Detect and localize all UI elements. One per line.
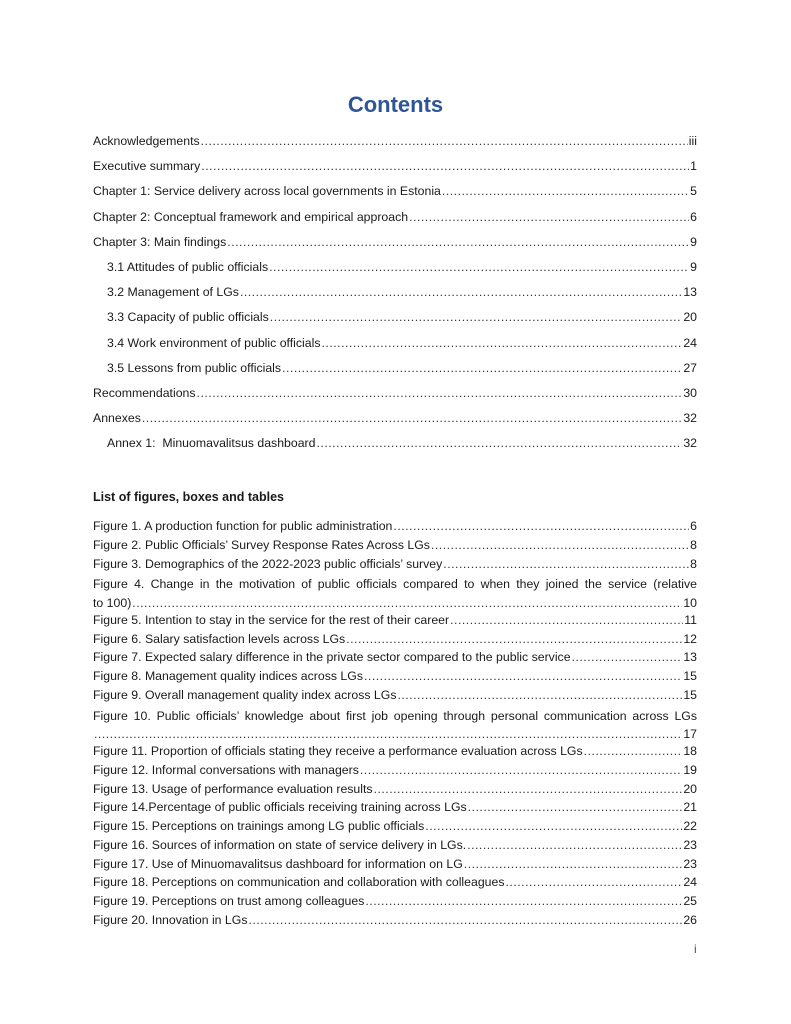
toc-entry[interactable] [93,210,697,235]
figure-entry-label-continued: to 100) [93,596,132,610]
figure-entry[interactable] [93,650,697,669]
toc-entry[interactable] [93,134,697,159]
dot-leader [346,632,682,646]
figure-entry-label: Figure 7. Expected salary difference in the private sector compared to the public service [93,650,571,665]
figure-entry-page: 23 [683,837,697,852]
figure-entry-label: Figure 2. Public Officials’ Survey Response Rates Across LGs [93,537,430,552]
dot-leader [142,411,682,425]
figure-entry-label: Figure 20. Innovation in LGs [93,912,248,927]
toc-entry[interactable] [93,411,697,436]
figure-entry-label: Figure 5. Intention to stay in the service for the rest of their career [93,612,450,627]
dot-leader [425,819,682,833]
figure-entry[interactable] [93,669,697,688]
figure-entry-label: Figure 18. Perceptions on communication and collaboration with colleagues [93,875,505,890]
figure-entry-label: Figure 13. Usage of performance evaluation results [93,781,373,796]
figure-entry-page: 19 [683,762,697,777]
figure-entry-page: 24 [683,875,697,890]
figure-entry-label: Figure 4. Change in the motivation of public officials compared to when they joined the service (relative [93,577,697,592]
dot-leader [197,386,683,400]
toc-entry-label: Acknowledgements [93,134,200,148]
figure-entry[interactable] [93,688,697,707]
toc-entry-label: 3.1 Attitudes of public officials [107,259,269,274]
figure-entry-label: Figure 11. Proportion of officials stating they receive a performance evaluation across LGs [93,744,583,758]
dot-leader [201,134,688,148]
toc-entry-page: 9 [690,259,697,274]
dot-leader [431,538,689,552]
figure-entry[interactable] [93,744,697,763]
figure-entry-label: Figure 1. A production function for public administration [93,519,393,533]
toc-entry[interactable] [93,386,697,411]
figure-entry-label: Figure 19. Perceptions on trust among colleagues [93,894,365,908]
dot-leader [467,838,682,852]
dot-leader [443,557,689,571]
dot-leader [132,594,682,613]
dot-leader [201,159,689,173]
toc-entry-label: Chapter 1: Service delivery across local governments in Estonia [93,184,441,199]
toc-entry-page: 24 [683,335,697,350]
dot-leader [374,782,683,796]
toc-entry-page: 6 [690,209,697,224]
toc-entry[interactable] [93,184,697,209]
dot-leader [249,913,683,927]
dot-leader [227,235,689,249]
table-of-contents [93,134,697,461]
toc-entry-page: 1 [690,159,697,174]
figure-entry-page: 8 [690,556,697,571]
toc-entry-page: 32 [683,436,697,451]
dot-leader [442,184,689,198]
figure-entry-page: 18 [683,744,697,758]
figure-entry-label: Figure 8. Management quality indices across LGs [93,669,363,683]
figure-entry[interactable] [93,613,697,632]
toc-subentry[interactable] [93,336,697,361]
figure-entry-page: 15 [683,687,697,702]
figure-entry-page: 21 [683,800,697,815]
dot-leader [409,210,689,224]
toc-entry-page: iii [688,134,697,148]
toc-entry-page: 27 [683,360,697,375]
figure-entry-page: 13 [683,650,697,665]
list-of-figures [93,519,697,932]
figure-entry[interactable] [93,632,697,651]
figure-entry-page: 6 [690,519,697,533]
dot-leader [584,744,683,758]
figure-entry-label: Figure 6. Salary satisfaction levels across LGs [93,631,346,646]
dot-leader [572,650,683,664]
dot-leader [468,800,683,814]
figure-entry[interactable] [93,538,697,557]
toc-entry-page: 13 [683,285,697,300]
figure-entry-page: 26 [683,912,697,927]
dot-leader [506,875,683,889]
toc-entry-page: 9 [690,234,697,249]
toc-subentry[interactable] [93,310,697,335]
toc-entry-label: 3.5 Lessons from public officials [107,360,282,375]
toc-entry-page: 32 [683,411,697,426]
figure-entry[interactable] [93,875,697,894]
toc-entry-page: 30 [683,385,697,400]
toc-entry-label: 3.3 Capacity of public officials [107,310,269,325]
figure-entry-page: 17 [683,727,697,742]
toc-entry-label: 3.2 Management of LGs [107,285,239,300]
toc-entry[interactable] [93,159,697,184]
dot-leader [282,361,682,375]
figure-entry[interactable] [93,557,697,576]
figure-entry-label: Figure 10. Public officials’ knowledge about first job opening through personal communication across LGs [93,708,697,723]
figure-entry-page: 20 [683,781,697,796]
figure-entry[interactable] [93,763,697,782]
list-of-figures-heading: List of figures, boxes and tables [93,490,285,504]
figure-entry-label: Figure 12. Informal conversations with managers [93,762,359,777]
figure-entry[interactable] [93,894,697,913]
dot-leader [316,436,682,450]
dot-leader [397,688,682,702]
toc-entry-label: 3.4 Work environment of public officials [107,335,321,350]
toc-entry-label: Chapter 2: Conceptual framework and empirical approach [93,209,409,224]
dot-leader [94,725,682,744]
figure-entry-label: Figure 14.Percentage of public officials receiving training across LGs [93,800,467,815]
toc-subentry[interactable] [93,436,697,461]
figure-entry[interactable] [93,707,697,745]
dot-leader [364,669,682,683]
dot-leader [321,336,682,350]
dot-leader [360,763,682,777]
figure-entry-page: 12 [683,631,697,646]
dot-leader [240,285,682,299]
figure-entry-label: Figure 3. Demographics of the 2022-2023 public officials’ survey [93,556,443,571]
figure-entry[interactable] [93,519,697,538]
toc-entry-label: Chapter 3: Main findings [93,234,227,249]
figure-entry-label: Figure 9. Overall management quality index across LGs [93,687,397,702]
figure-entry-label: Figure 17. Use of Minuomavalitsus dashboard for information on LG [93,856,463,871]
toc-entry[interactable] [93,235,697,260]
toc-subentry[interactable] [93,285,697,310]
figure-entry[interactable] [93,913,697,932]
figure-entry-page: 25 [683,894,697,908]
figure-entry-page: 11 [684,612,697,627]
figure-entry-page: 8 [690,537,697,552]
toc-entry-page: 5 [690,184,697,199]
dot-leader [450,613,683,627]
figure-entry-label: Figure 16. Sources of information on state of service delivery in LGs. [93,837,467,852]
page-number: i [694,942,697,956]
figure-entry-page: 10 [683,596,697,610]
dot-leader [269,260,689,274]
figure-entry-label: Figure 15. Perceptions on trainings among LG public officials [93,819,425,833]
toc-entry-label: Executive summary [93,159,201,174]
figure-entry-page: 22 [683,819,697,833]
figure-entry[interactable] [93,782,697,801]
toc-entry-label: Annexes [93,411,141,426]
toc-entry-page: 20 [683,310,697,325]
figure-entry[interactable] [93,819,697,838]
toc-entry-label: Recommendations [93,385,196,400]
dot-leader [393,519,689,533]
page-title: Contents [347,92,444,117]
toc-entry-label: Annex 1: Minuomavalitsus dashboard [107,436,316,451]
figure-entry[interactable] [93,575,697,613]
figure-entry[interactable] [93,857,697,876]
dot-leader [270,310,683,324]
toc-subentry[interactable] [93,260,697,285]
figure-entry[interactable] [93,838,697,857]
toc-subentry[interactable] [93,361,697,386]
dot-leader [365,894,682,908]
figure-entry-page: 23 [683,856,697,871]
dot-leader [464,857,683,871]
figure-entry[interactable] [93,800,697,819]
figure-entry-page: 15 [683,669,697,683]
